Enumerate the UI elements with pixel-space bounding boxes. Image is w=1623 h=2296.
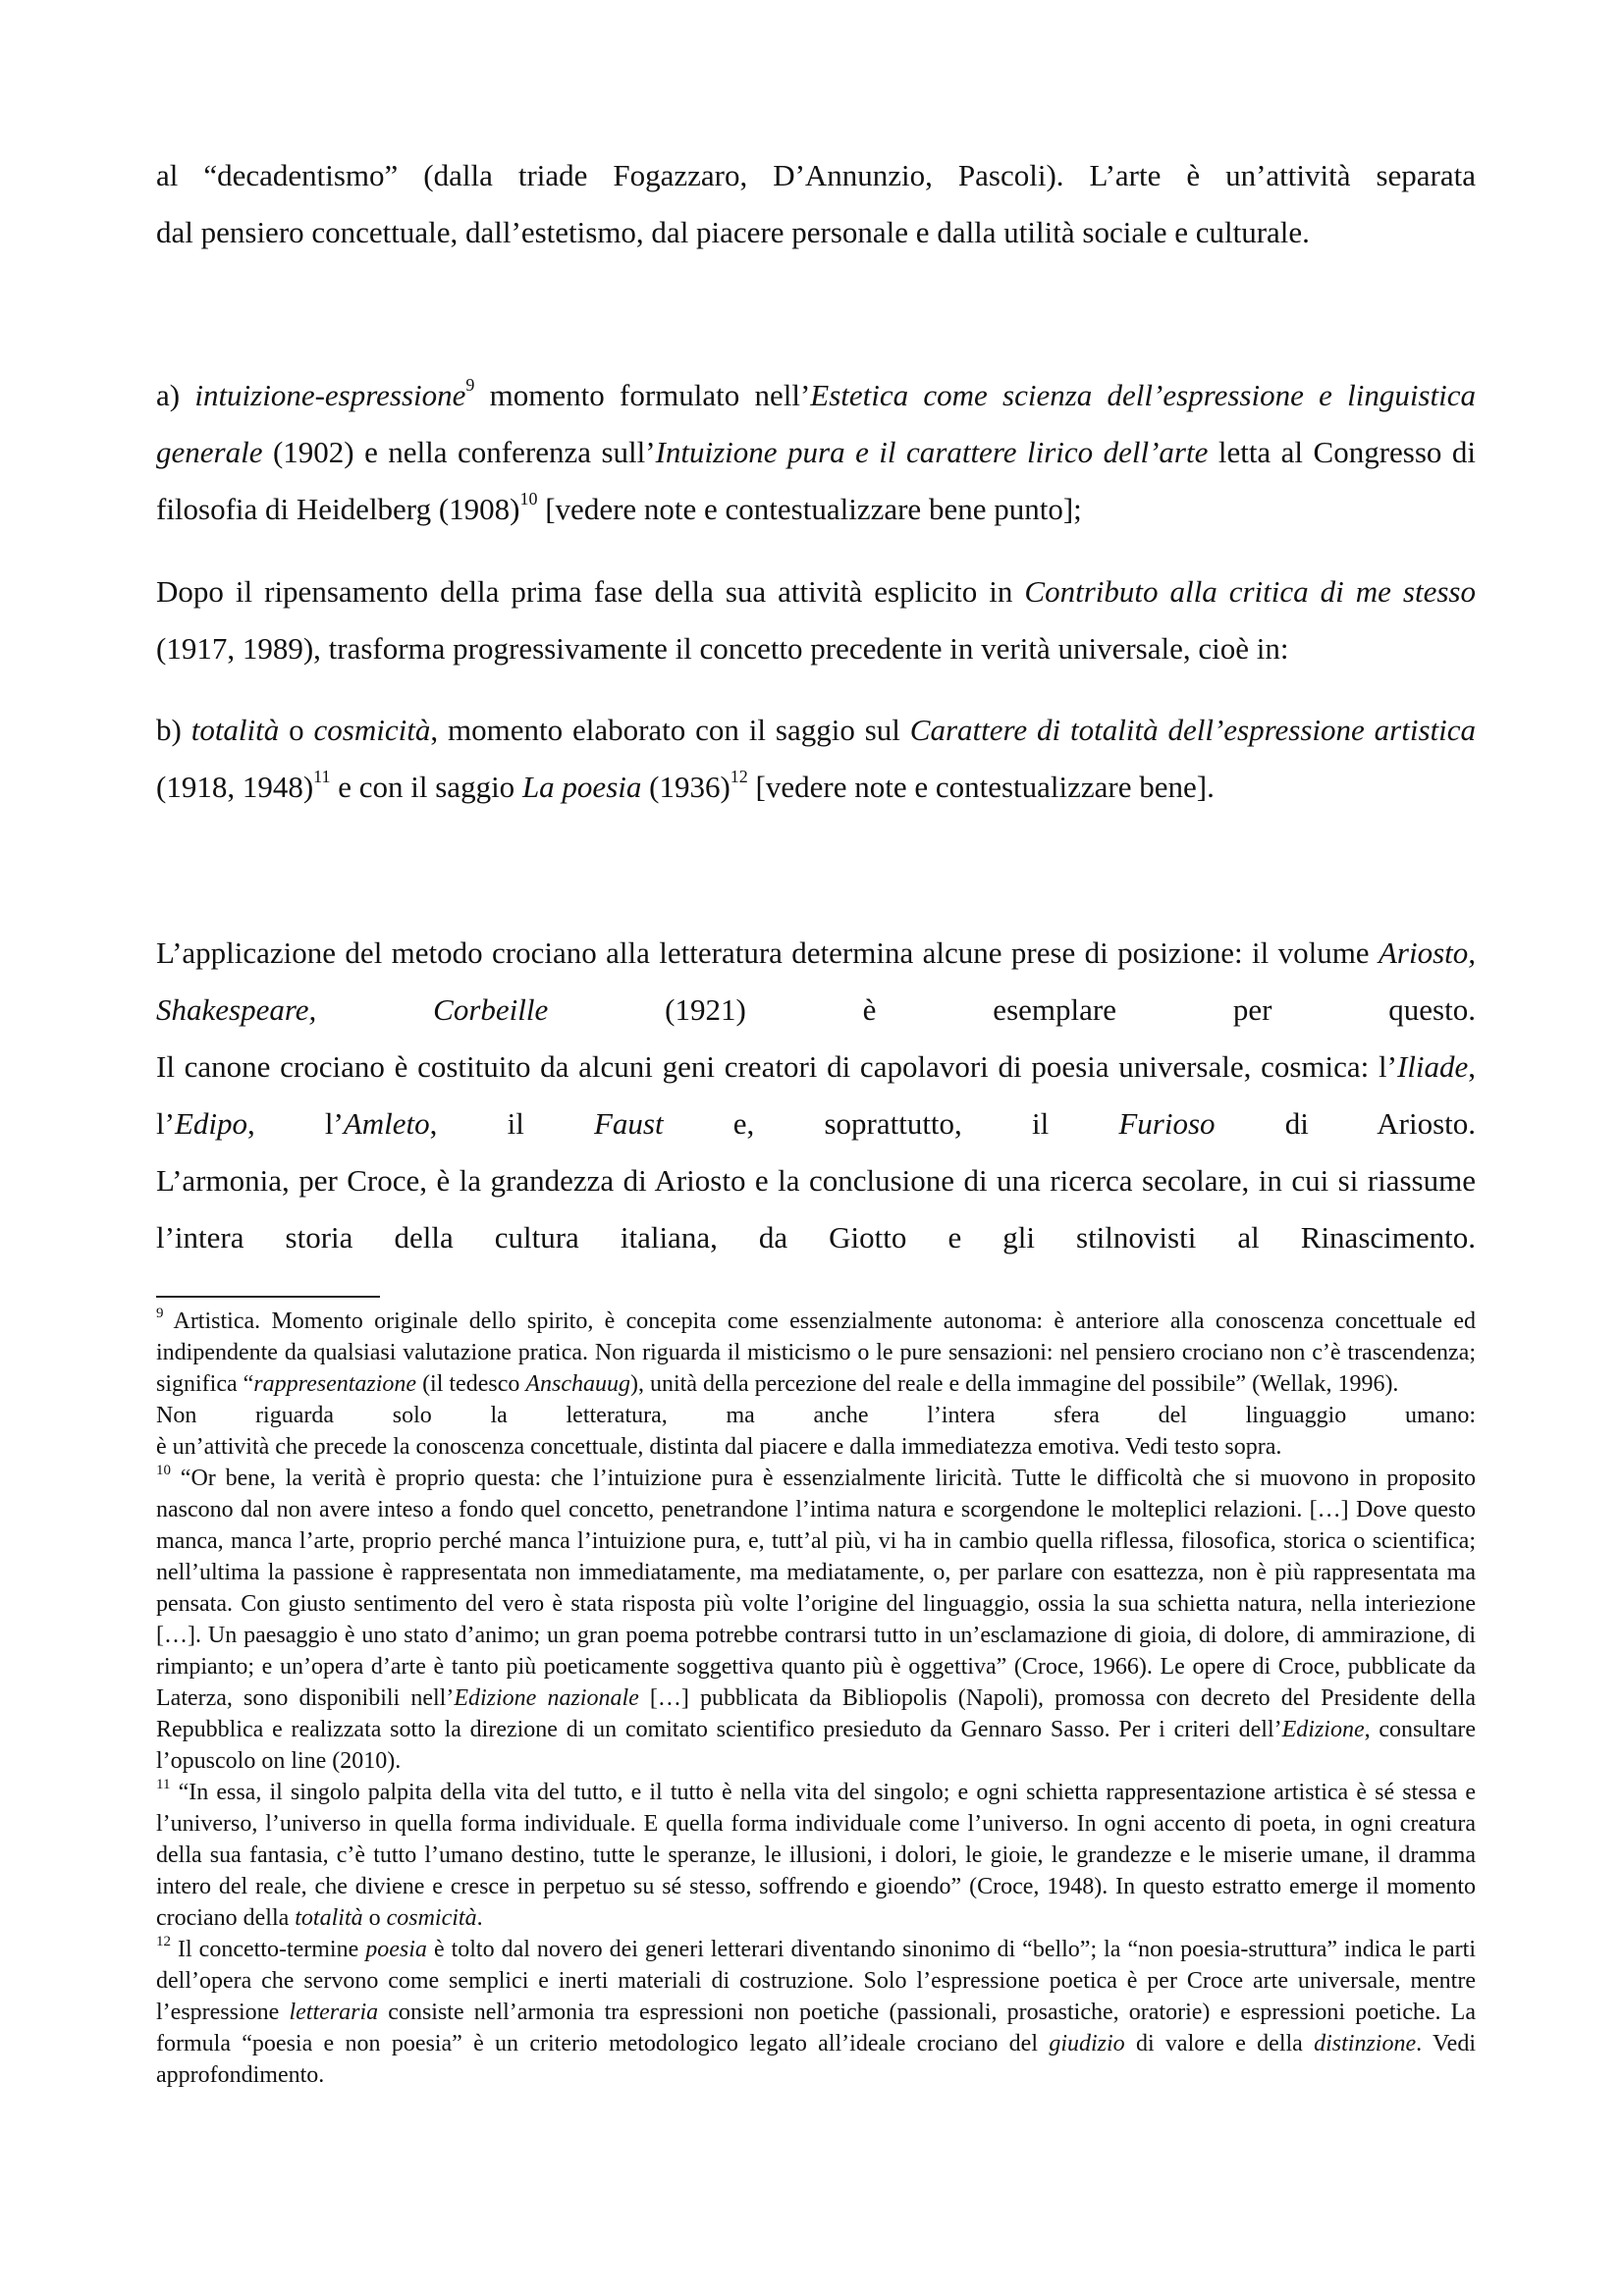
term: cosmicità xyxy=(313,713,431,747)
footnote-line: è un’attività che precede la conoscenza concettuale, distinta dal piacere e dalla immediatezza emotiva. Vedi testo sopra. xyxy=(156,1434,1282,1460)
footnote-number: 11 xyxy=(156,1777,171,1792)
footnote-number: 10 xyxy=(156,1463,171,1478)
footnote-ref-12[interactable]: 12 xyxy=(730,766,748,786)
paragraph-decadentismo-end xyxy=(156,204,1476,261)
paragraph-armonia: L’armonia, per Croce, è la grandezza di Ariosto e la conclusione di una ricerca secolare, in cui si riassume l’intera storia della cultura italiana, da Giotto e gli stilnovisti al Rinascimento. xyxy=(156,1163,1476,1255)
paragraph-applicazione-metodo: L’applicazione del metodo crociano alla letteratura determina alcune prese di posizione: il volume Ariosto, Shakespeare, Corbeille (1921) è esemplare per questo. xyxy=(156,935,1476,1027)
paragraph-decadentismo xyxy=(156,147,1476,204)
footnote-number: 9 xyxy=(156,1306,164,1321)
work-title: Ariosto, Shakespeare, Corbeille xyxy=(156,935,1476,1027)
work-title: Carattere di totalità dell’espressione artistica xyxy=(909,713,1477,747)
paragraph-line: dal pensiero concettuale, dall’estetismo, dal piacere personale e dalla utilità sociale e culturale. xyxy=(156,215,1310,249)
paragraph-dopo-ripensamento: Dopo il ripensamento della prima fase della sua attività esplicito in Contributo alla critica di me stesso (1917, 1989), trasforma progressivamente il concetto precedente in verità universale, cioè in: xyxy=(156,574,1476,666)
footnote-number: 12 xyxy=(156,1934,171,1949)
footnote-9: $^9$ Artistica. Momento originale dello spirito, è concepita come essenzialmente autonoma: è anteriore alla conoscenza concettuale ed indipendente da qualsiasi valutazione pratica. Non riguarda il misticismo o le pure sensazioni: nel pensiero crociano non c’è trascendenza; significa “rappresentazione (il tedesco Anschauug), unità della percezione del reale e della immagine del possibile” (Wellak, 1996). Non riguarda solo la letteratura, ma anche l’intera sfera del linguaggio umano: è un’attività che precede la conoscenza concettuale, distinta dal piacere e dalla immediatezza emotiva. Vedi testo sopra. xyxy=(156,1306,1476,1463)
term: totalità xyxy=(190,713,280,747)
footnote-ref-9[interactable]: 9 xyxy=(465,374,475,395)
footnote-line: Non riguarda solo la letteratura, ma anche l’intera sfera del linguaggio umano: xyxy=(156,1403,1476,1428)
list-label: b) xyxy=(156,713,191,747)
paragraph-line: al “decadentismo” (dalla triade Fogazzaro, D’Annunzio, Pascoli). L’arte è un’attività separata xyxy=(156,158,1476,192)
footnote-separator xyxy=(156,1296,380,1298)
footnote-11: $^{11}$ “In essa, il singolo palpita della vita del tutto, e il tutto è nella vita del singolo; e ogni schietta rappresentazione artistica è sé stessa e l’universo, l’universo in quella forma individuale. E quella forma individuale come l’universo. In ogni accento di poeta, in ogni creatura della sua fantasia, c’è tutto l’umano destino, tutte le speranze, le illusioni, i dolori, le gioie, le grandezze e le miserie umane, il dramma intero del reale, che diviene e cresce in perpetuo su sé stesso, soffrendo e gioendo” (Croce, 1948). In questo estratto emerge il momento crociano della totalità o cosmicità. xyxy=(156,1777,1476,1931)
work-title: Amleto xyxy=(343,1106,430,1141)
work-title: La poesia xyxy=(521,770,642,804)
work-title: Intuizione pura e il carattere lirico dell’arte xyxy=(655,435,1209,469)
paragraph-totalita-cosmicita: b) totalità o cosmicità, momento elaborato con il saggio sul Carattere di totalità dell’espressione artistica (1918, 1948)$^{11}$ e con il saggio La poesia $(1936)^{12}$ [vedere note e contestualizzare bene]. xyxy=(156,713,1477,804)
work-title: Furioso xyxy=(1118,1106,1216,1141)
work-title: Iliade xyxy=(1396,1049,1469,1084)
footnotes xyxy=(156,1306,1476,2091)
term: intuizione-espressione xyxy=(194,378,466,412)
paragraph-intuizione-espressione: a) intuizione-espressione$^9$ momento formulato nell’Estetica come scienza dell’espressione e linguistica generale (1902) e nella conferenza sull’Intuizione pura e il carattere lirico dell’arte letta al Congresso di filosofia di Heidelberg $(1908)^{10}$ [vedere note e contestualizzare bene punto]; xyxy=(156,374,1476,526)
work-title: Edipo xyxy=(174,1106,247,1141)
work-title: Estetica come scienza dell’espressione e linguistica generale xyxy=(156,378,1476,469)
footnote-ref-11[interactable]: 11 xyxy=(313,766,331,786)
paragraph-canone-crociano: Il canone crociano è costituito da alcuni geni creatori di capolavori di poesia universale, cosmica: l’Iliade, l’Edipo, l’Amleto, il Faust e, soprattutto, il Furioso di Ariosto. xyxy=(156,1049,1477,1141)
list-label: a) xyxy=(156,378,195,412)
work-title: Faust xyxy=(593,1106,664,1141)
footnote-12: $^{12}$ Il concetto-termine poesia è tolto dal novero dei generi letterari diventando sinonimo di “bello”; la “non poesia-struttura” indica le parti dell’opera che servono come semplici e inerti materiali di costruzione. Solo l’espressione poetica è per Croce arte universale, mentre l’espressione letteraria consiste nell’armonia tra espressioni non poetiche (passionali, prosastiche, oratorie) e espressioni poetiche. La formula “poesia e non poesia” è un criterio metodologico legato all’ideale crociano del giudizio di valore e della distinzione. Vedi approfondimento. xyxy=(156,1934,1477,2088)
footnote-ref-10[interactable]: 10 xyxy=(519,488,538,508)
footnote-10: $^{10}$ “Or bene, la verità è proprio questa: che l’intuizione pura è essenzialmente liricità. Tutte le difficoltà che si muovono in proposito nascono dal non avere inteso a fondo quel concetto, penetrandone l’intima natura e scorgendone le molteplici relazioni. […] Dove questo manca, manca l’arte, proprio perché manca l’intuizione pura, e, tutt’al più, vi ha in cambio quella riflessa, filosofica, storica o scientifica; nell’ultima la passione è rappresentata non immediatamente, ma mediatamente, o, per parlare con esattezza, non è più rappresentata ma pensata. Con giusto sentimento del vero è stata risposta più volte l’origine del linguaggio, ossia la sua schietta natura, nella interiezione […]. Un paesaggio è uno stato d’animo; un gran poema potrebbe contrarsi tutto in un’esclamazione di gioia, di dolore, di ammirazione, di rimpianto; e un’opera d’arte è tanto più poeticamente soggettiva quanto più è oggettiva” (Croce, 1966). Le opere di Croce, pubblicate da Laterza, sono disponibili nell’Edizione nazionale […] pubblicata da Bibliopolis (Napoli), promossa con decreto del Presidente della Repubblica e realizzata sotto la direzione di un comitato scientifico presieduto da Gennaro Sasso. Per i criteri dell’Edizione, consultare l’opuscolo on line (2010). xyxy=(156,1463,1476,1774)
work-title: Contributo alla critica di me stesso xyxy=(1024,574,1476,609)
